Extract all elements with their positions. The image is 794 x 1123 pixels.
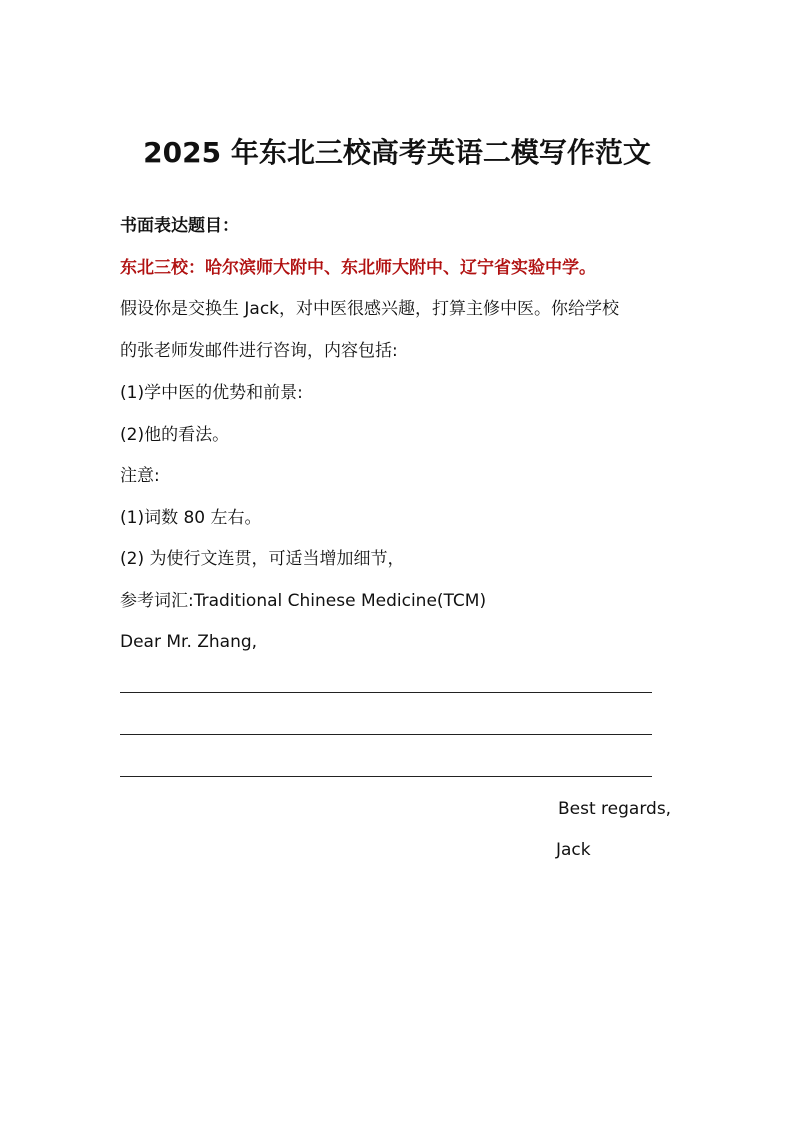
notes-item-1: (1)词数 80 左右。 bbox=[120, 508, 262, 528]
letter-closing: Best regards, bbox=[558, 799, 672, 819]
writing-blank-line bbox=[120, 692, 652, 693]
prompt-line-2: 的张老师发邮件进行咨询，内容包括: bbox=[120, 341, 398, 361]
letter-salutation: Dear Mr. Zhang, bbox=[120, 632, 258, 652]
schools-line: 东北三校：哈尔滨师大附中、东北师大附中、辽宁省实验中学。 bbox=[120, 258, 596, 278]
notes-heading: 注意: bbox=[120, 466, 160, 486]
vocabulary-line: 参考词汇:Traditional Chinese Medicine(TCM) bbox=[120, 591, 487, 611]
writing-blank-line bbox=[120, 776, 652, 777]
writing-blank-line bbox=[120, 734, 652, 735]
notes-item-2: (2) 为使行文连贯，可适当增加细节， bbox=[120, 549, 405, 569]
prompt-item-1: (1)学中医的优势和前景: bbox=[120, 383, 303, 403]
section-heading: 书面表达题目： bbox=[120, 216, 239, 236]
document-title: 2025 年东北三校高考英语二模写作范文 bbox=[143, 136, 651, 169]
prompt-line-1: 假设你是交换生 Jack，对中医很感兴趣，打算主修中医。你给学校 bbox=[120, 299, 620, 319]
letter-signature: Jack bbox=[556, 840, 591, 860]
prompt-item-2: (2)他的看法。 bbox=[120, 425, 230, 445]
